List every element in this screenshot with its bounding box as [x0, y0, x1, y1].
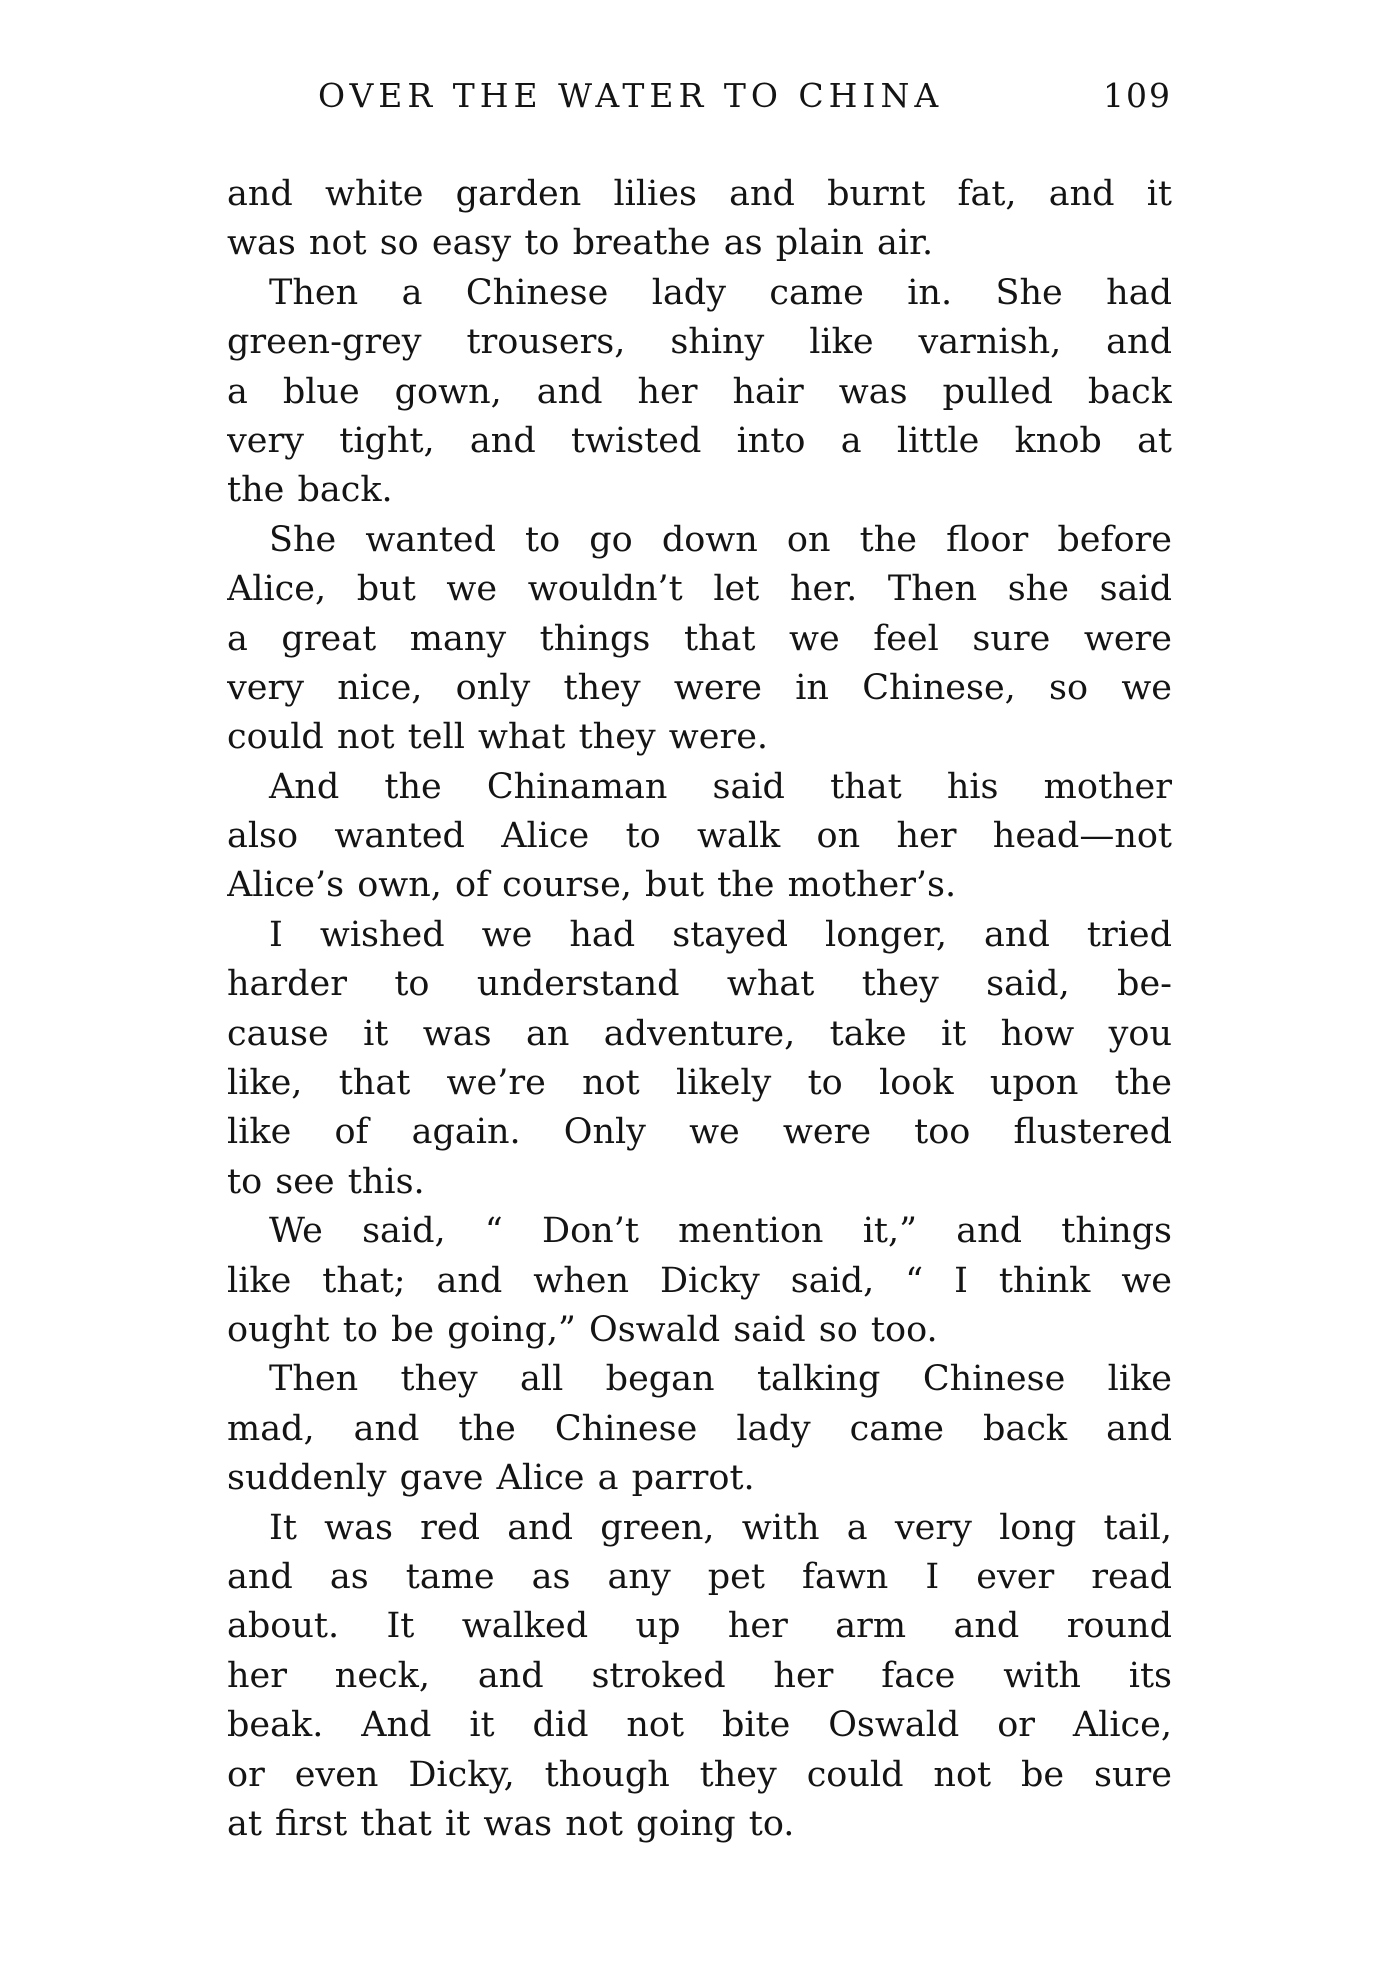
text-line: the back.	[227, 470, 393, 511]
text-line: mad, and the Chinese lady came back and	[227, 1408, 1172, 1449]
text-line: could not tell what they were.	[227, 717, 769, 758]
text-line: a blue gown, and her hair was pulled back	[227, 371, 1172, 412]
paragraph	[227, 763, 1172, 911]
paragraph	[227, 1207, 1172, 1355]
text-line: was not so easy to breathe as plain air.	[227, 223, 934, 264]
paragraph	[227, 516, 1172, 763]
text-line: like that; and when Dicky said, “ I think we	[227, 1260, 1172, 1301]
text-line: to see this.	[227, 1161, 425, 1202]
text-line: It was red and green, with a very long tail,	[269, 1507, 1172, 1548]
paragraph	[227, 170, 1172, 269]
paragraph	[227, 1504, 1172, 1850]
text-line: Alice’s own, of course, but the mother’s.	[227, 865, 957, 906]
paragraph	[227, 269, 1172, 516]
text-line: She wanted to go down on the floor before	[269, 519, 1172, 560]
text-line: We said, “ Don’t mention it,” and things	[269, 1211, 1172, 1252]
text-line: green-grey trousers, shiny like varnish, and	[227, 322, 1172, 363]
text-line: about. It walked up her arm and round	[227, 1606, 1172, 1647]
text-line: very tight, and twisted into a little knob at	[227, 420, 1172, 461]
text-line: suddenly gave Alice a parrot.	[227, 1458, 755, 1499]
text-line: at first that it was not going to.	[227, 1803, 795, 1844]
text-line: a great many things that we feel sure were	[227, 618, 1172, 659]
text-line: Alice, but we wouldn’t let her. Then she said	[227, 569, 1172, 610]
text-line: her neck, and stroked her face with its	[227, 1655, 1172, 1696]
paragraph	[227, 1355, 1172, 1503]
text-line: like, that we’re not likely to look upon the	[227, 1063, 1172, 1104]
text-line: like of again. Only we were too flustered	[227, 1112, 1172, 1153]
text-line: I wished we had stayed longer, and tried	[269, 914, 1172, 955]
text-line: and as tame as any pet fawn I ever read	[227, 1556, 1172, 1597]
text-line: beak. And it did not bite Oswald or Alice,	[227, 1705, 1172, 1746]
running-title: OVER THE WATER TO CHINA	[318, 76, 944, 115]
text-line: And the Chinaman said that his mother	[269, 766, 1172, 807]
text-line: also wanted Alice to walk on her head—not	[227, 816, 1172, 857]
running-header	[318, 72, 1172, 120]
text-line: very nice, only they were in Chinese, so we	[227, 667, 1172, 708]
text-line: harder to understand what they said, be-	[227, 964, 1172, 1005]
body-text	[227, 170, 1172, 1849]
text-line: and white garden lilies and burnt fat, and it	[227, 174, 1172, 214]
text-line: Then a Chinese lady came in. She had	[269, 272, 1172, 313]
text-line: or even Dicky, though they could not be sure	[227, 1754, 1172, 1795]
text-line: Then they all began talking Chinese like	[269, 1359, 1172, 1400]
text-line: cause it was an adventure, take it how you	[227, 1013, 1172, 1054]
text-line: ought to be going,” Oswald said so too.	[227, 1309, 938, 1350]
paragraph	[227, 911, 1172, 1207]
page-number: 109	[1103, 76, 1172, 115]
